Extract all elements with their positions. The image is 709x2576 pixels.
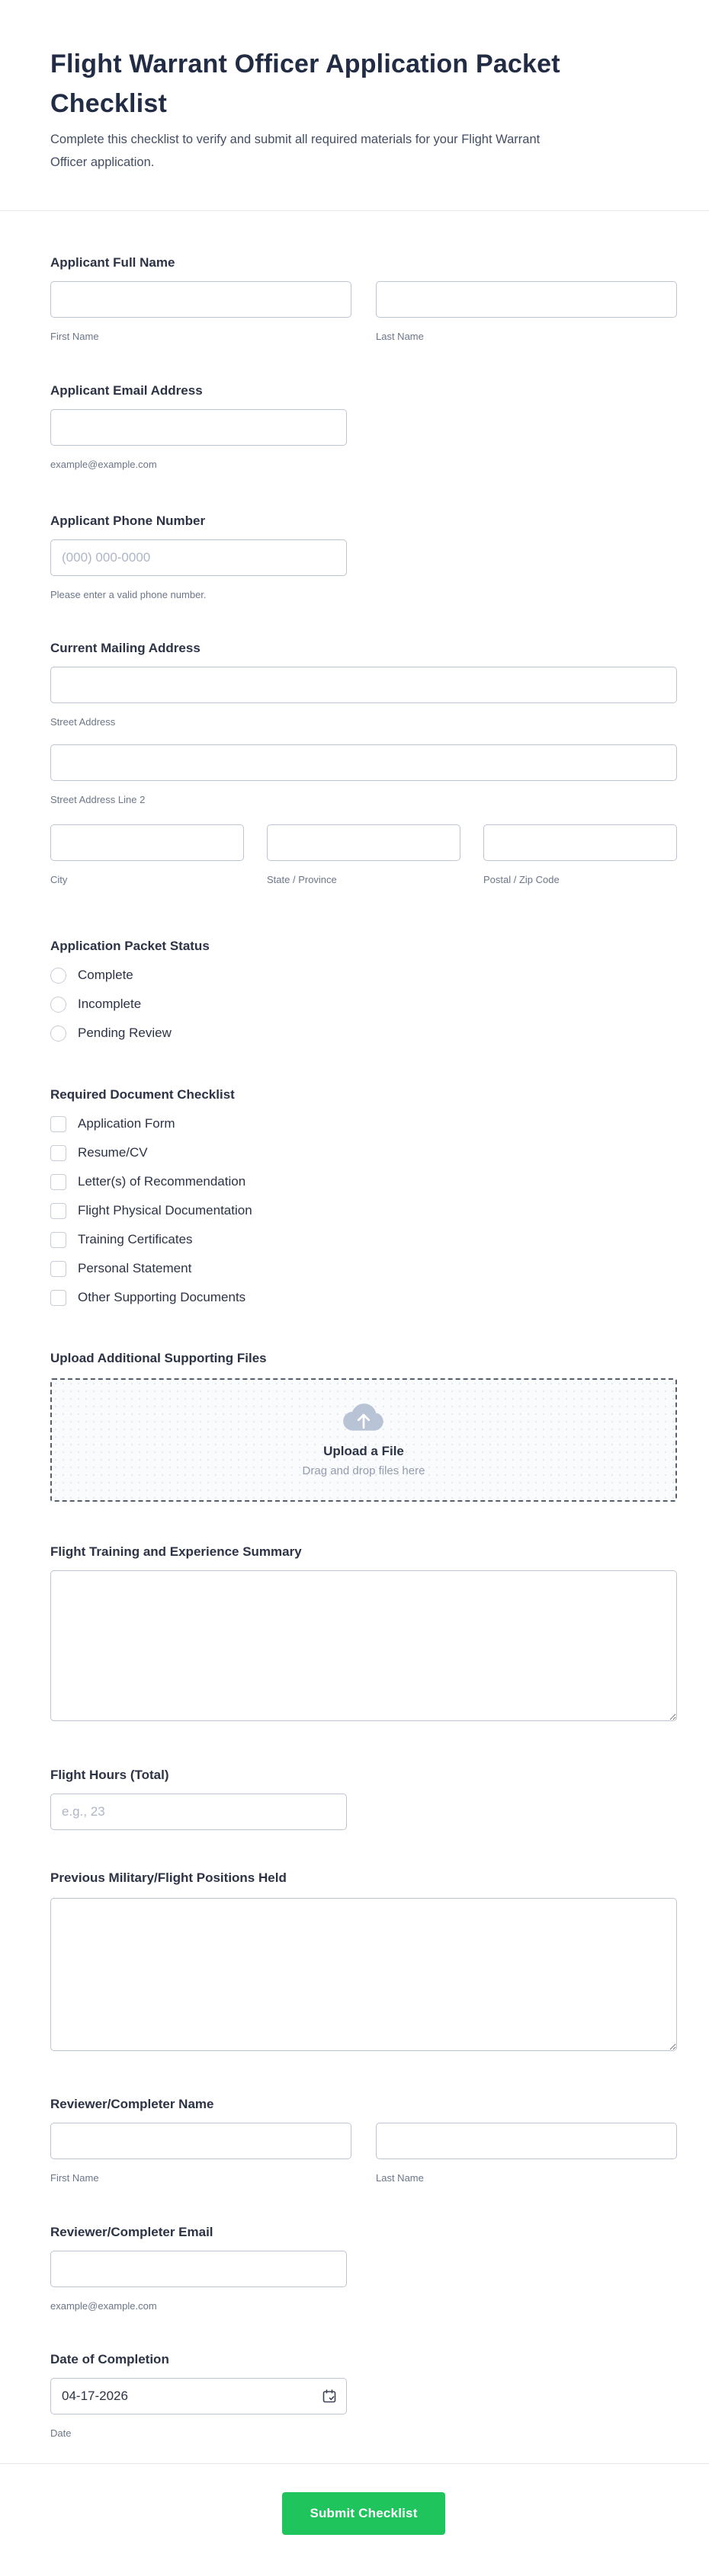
- reviewer-last-name-input[interactable]: [376, 2123, 677, 2159]
- checkbox-other-documents[interactable]: [50, 1289, 677, 1306]
- checkbox-icon[interactable]: [50, 1145, 66, 1161]
- radio-option-complete[interactable]: [50, 967, 677, 984]
- street-address-input[interactable]: [50, 667, 677, 703]
- checkbox-icon[interactable]: [50, 1261, 66, 1277]
- applicant-email-field: [50, 382, 677, 472]
- form-body: [0, 211, 709, 2463]
- checkbox-icon[interactable]: [50, 1116, 66, 1132]
- completion-date-field: [50, 2351, 677, 2440]
- checkbox-label: Resume/CV: [78, 1145, 148, 1160]
- state-input[interactable]: [267, 824, 460, 861]
- packet-status-field: [50, 938, 677, 1042]
- radio-icon[interactable]: [50, 997, 66, 1013]
- field-label: Applicant Phone Number: [50, 514, 206, 528]
- form-title: Flight Warrant Officer Application Packet Checklist: [50, 50, 560, 118]
- email-sublabel: example@example.com: [50, 459, 157, 470]
- city-input[interactable]: [50, 824, 244, 861]
- calendar-icon[interactable]: [322, 2389, 337, 2404]
- radio-option-pending-review[interactable]: [50, 1025, 677, 1042]
- applicant-full-name-field: [50, 254, 677, 344]
- file-dropzone[interactable]: [50, 1378, 677, 1502]
- zip-sublabel: Postal / Zip Code: [483, 874, 560, 885]
- checkbox-icon[interactable]: [50, 1203, 66, 1219]
- previous-positions-textarea[interactable]: [50, 1898, 677, 2051]
- field-label: Required Document Checklist: [50, 1087, 235, 1102]
- checkbox-application-form[interactable]: [50, 1115, 677, 1132]
- field-label: Flight Hours (Total): [50, 1768, 169, 1782]
- phone-sublabel: Please enter a valid phone number.: [50, 589, 207, 600]
- checkbox-label: Personal Statement: [78, 1261, 192, 1275]
- radio-label: Incomplete: [78, 997, 142, 1011]
- checkbox-flight-physical[interactable]: [50, 1202, 677, 1219]
- reviewer-email-field: [50, 2224, 677, 2313]
- field-label: Flight Training and Experience Summary: [50, 1544, 302, 1559]
- reviewer-first-name-input[interactable]: [50, 2123, 351, 2159]
- checkbox-icon[interactable]: [50, 1174, 66, 1190]
- field-label: Applicant Full Name: [50, 255, 175, 270]
- field-label: Application Packet Status: [50, 939, 210, 953]
- field-label: Reviewer/Completer Email: [50, 2225, 213, 2239]
- checkbox-label: Other Supporting Documents: [78, 1290, 246, 1304]
- email-sublabel: example@example.com: [50, 2300, 157, 2312]
- field-label: Date of Completion: [50, 2352, 169, 2366]
- checkbox-personal-statement[interactable]: [50, 1260, 677, 1277]
- flight-hours-field: [50, 1767, 677, 1830]
- training-summary-field: [50, 1544, 677, 1725]
- checkbox-letters-of-recommendation[interactable]: [50, 1173, 677, 1190]
- radio-label: Complete: [78, 968, 133, 982]
- form-subtitle: Complete this checklist to verify and submit all required materials for your Flight Warrant Officer application.: [50, 133, 541, 169]
- document-checklist-field: [50, 1086, 677, 1306]
- field-label: Previous Military/Flight Positions Held: [50, 1870, 287, 1885]
- street-address-sublabel: Street Address: [50, 716, 116, 728]
- radio-icon[interactable]: [50, 968, 66, 984]
- field-label: Applicant Email Address: [50, 383, 203, 398]
- upload-files-field: [50, 1350, 677, 1502]
- date-sublabel: Date: [50, 2427, 72, 2439]
- form-footer: [0, 2463, 709, 2576]
- field-label: Upload Additional Supporting Files: [50, 1351, 267, 1365]
- street-address2-sublabel: Street Address Line 2: [50, 794, 146, 805]
- checkbox-label: Application Form: [78, 1116, 175, 1131]
- form-header: [0, 0, 709, 211]
- radio-option-incomplete[interactable]: [50, 996, 677, 1013]
- last-name-sublabel: Last Name: [376, 331, 424, 342]
- zip-input[interactable]: [483, 824, 677, 861]
- field-label: Current Mailing Address: [50, 641, 201, 655]
- checkbox-icon[interactable]: [50, 1290, 66, 1306]
- upload-hint-text: Drag and drop files here: [302, 1464, 425, 1477]
- applicant-phone-field: [50, 513, 677, 602]
- radio-icon[interactable]: [50, 1026, 66, 1042]
- checkbox-label: Letter(s) of Recommendation: [78, 1174, 246, 1189]
- checkbox-icon[interactable]: [50, 1232, 66, 1248]
- cloud-upload-icon: [342, 1403, 386, 1435]
- submit-button[interactable]: Submit Checklist: [282, 2492, 444, 2535]
- applicant-phone-input[interactable]: [50, 539, 347, 576]
- first-name-sublabel: First Name: [50, 331, 99, 342]
- checkbox-label: Flight Physical Documentation: [78, 1203, 252, 1218]
- checkbox-training-certificates[interactable]: [50, 1231, 677, 1248]
- state-sublabel: State / Province: [267, 874, 337, 885]
- field-label: Reviewer/Completer Name: [50, 2097, 214, 2111]
- upload-button-text[interactable]: Upload a File: [323, 1444, 404, 1458]
- applicant-email-input[interactable]: [50, 409, 347, 446]
- reviewer-email-input[interactable]: [50, 2251, 347, 2287]
- checkbox-resume-cv[interactable]: [50, 1144, 677, 1161]
- last-name-sublabel: Last Name: [376, 2172, 424, 2184]
- applicant-last-name-input[interactable]: [376, 281, 677, 318]
- flight-hours-input[interactable]: [50, 1794, 347, 1830]
- mailing-address-field: [50, 640, 677, 887]
- first-name-sublabel: First Name: [50, 2172, 99, 2184]
- previous-positions-field: [50, 1870, 677, 2055]
- completion-date-input[interactable]: [50, 2378, 347, 2414]
- checkbox-label: Training Certificates: [78, 1232, 193, 1246]
- radio-label: Pending Review: [78, 1026, 172, 1040]
- applicant-first-name-input[interactable]: [50, 281, 351, 318]
- city-sublabel: City: [50, 874, 68, 885]
- training-summary-textarea[interactable]: [50, 1570, 677, 1721]
- street-address2-input[interactable]: [50, 744, 677, 781]
- reviewer-name-field: [50, 2096, 677, 2185]
